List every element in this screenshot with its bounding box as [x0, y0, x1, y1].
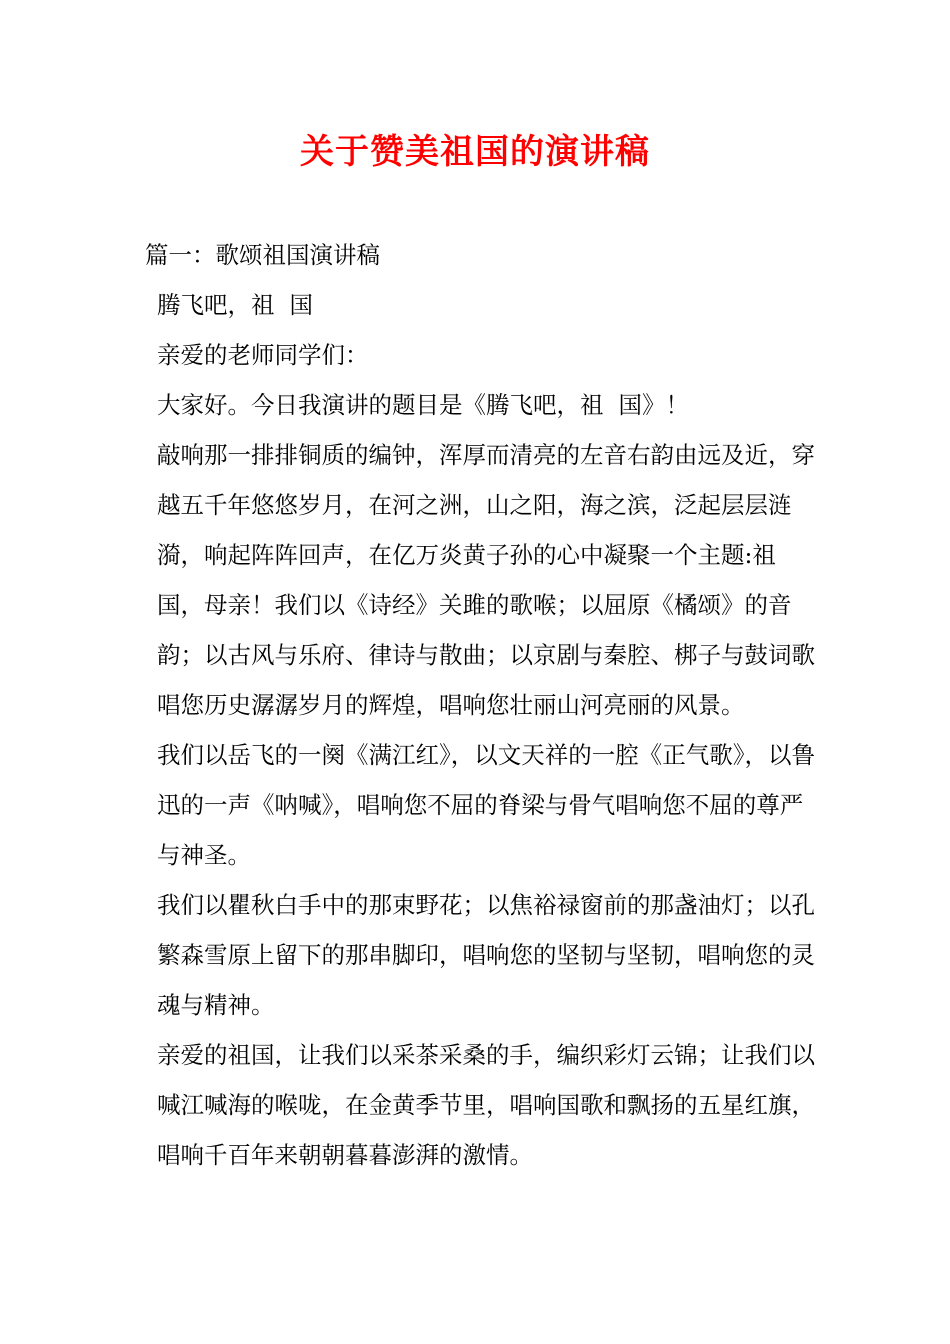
- paragraph: 亲爱的祖国，让我们以采茶采桑的手，编织彩灯云锦；让我们以喊江喊海的喉咙，在金黄季节里，唱响国歌和飘扬的五星红旗，唱响千百年来朝朝暮暮澎湃的激情。: [157, 1041, 815, 1169]
- paragraph: 敲响那一排排铜质的编钟，浑厚而清亮的左音右韵由远及近，穿越五千年悠悠岁月，在河之洲，山之阳，海之滨，泛起层层涟漪，响起阵阵回声，在亿万炎黄子孙的心中凝聚一个主题:祖国，母亲！我们以《诗经》关雎的歌喉；以屈原《橘颂》的音韵；以古风与乐府、律诗与散曲；以京剧与秦腔、梆子与鼓词歌唱您历史潺潺岁月的辉煌，唱响您壮丽山河亮丽的风景。: [157, 441, 815, 719]
- section-heading: 篇一：歌颂祖国演讲稿: [145, 241, 380, 269]
- salutation: 亲爱的老师同学们：: [157, 341, 369, 369]
- document-title: 关于赞美祖国的演讲稿: [300, 132, 650, 172]
- greeting-paragraph: 大家好。今日我演讲的题目是《腾飞吧，祖 国》！: [157, 391, 689, 419]
- speech-title: 腾飞吧，祖 国: [157, 291, 313, 319]
- document-body: [145, 230, 815, 1180]
- paragraph: 我们以岳飞的一阕《满江红》，以文天祥的一腔《正气歌》，以鲁迅的一声《呐喊》，唱响您不屈的脊梁与骨气唱响您不屈的尊严与神圣。: [157, 741, 815, 869]
- paragraph: 我们以瞿秋白手中的那束野花；以焦裕禄窗前的那盏油灯；以孔繁森雪原上留下的那串脚印，唱响您的坚韧与坚韧，唱响您的灵魂与精神。: [157, 891, 815, 1019]
